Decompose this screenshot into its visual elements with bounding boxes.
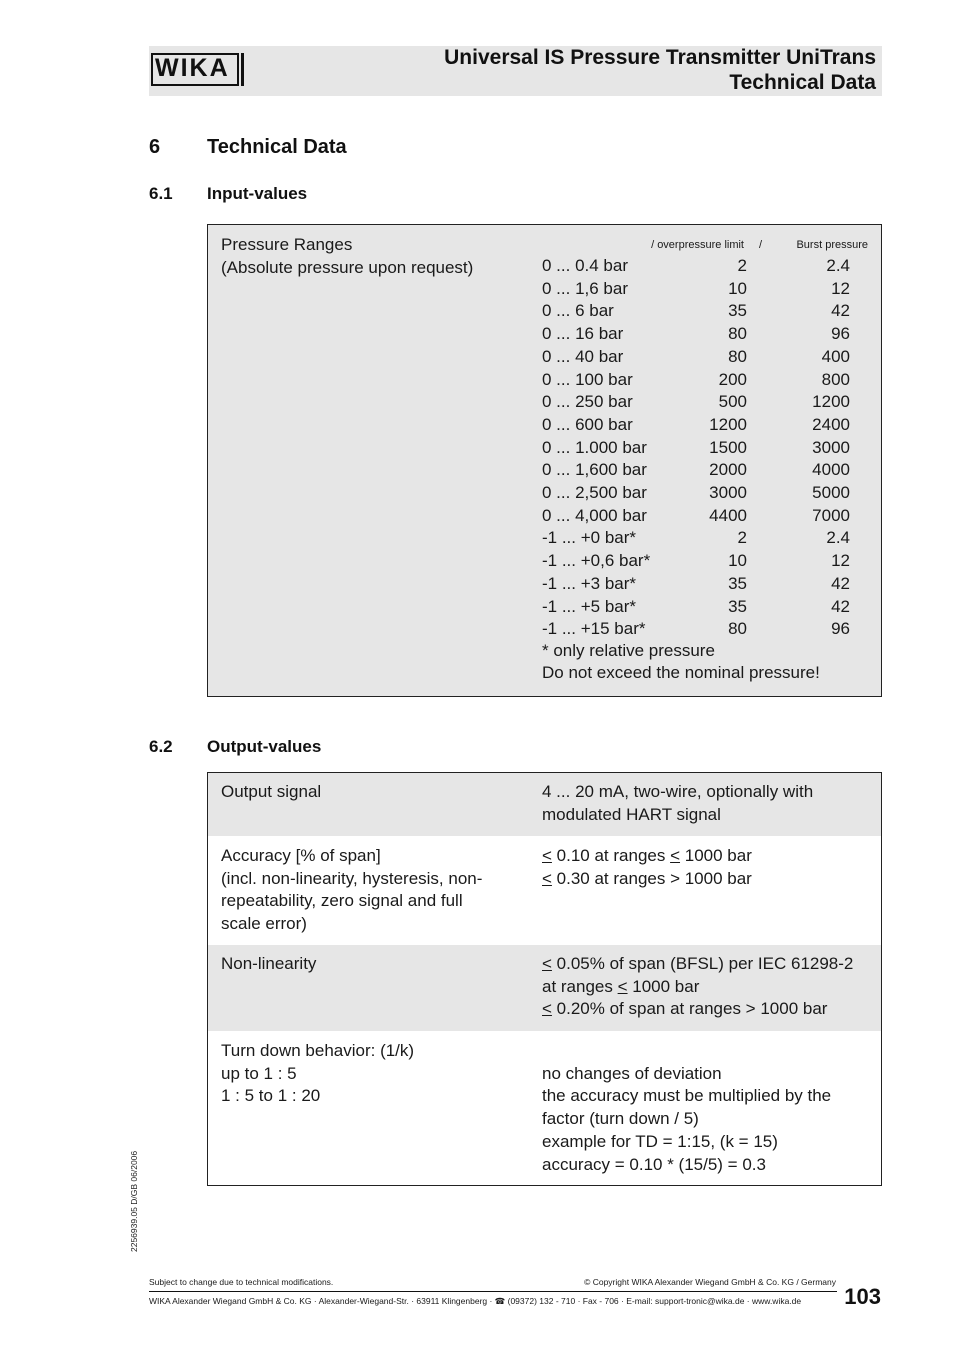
accuracy-v2: 0.30 at ranges > 1000 bar: [551, 868, 752, 888]
pressure-range-row: [208, 301, 881, 324]
pressure-range-value: 0 ... 1.000 bar: [542, 437, 647, 457]
burst-pressure-value: 12: [831, 551, 850, 571]
burst-pressure-value: 42: [831, 573, 850, 593]
overpressure-limit-value: 500: [718, 392, 747, 412]
header-title-line2: Technical Data: [729, 70, 876, 94]
pressure-range-value: 0 ... 40 bar: [542, 346, 624, 366]
output-signal-value-line1: 4 ... 20 mA, two-wire, optionally with: [542, 782, 814, 801]
pressure-range-row: [208, 256, 881, 279]
section-number: 6: [149, 136, 161, 158]
pressure-range-row: [208, 619, 881, 642]
overpressure-limit-value: 80: [728, 346, 747, 366]
output-values-table: [207, 772, 882, 1186]
turndown-value-line2: the accuracy must be multiplied by the: [542, 1086, 832, 1106]
turndown-row: [208, 1031, 881, 1185]
pressure-range-row: [208, 460, 881, 483]
overpressure-limit-value: 80: [728, 619, 747, 639]
overpressure-limit-value: 2000: [709, 460, 747, 480]
document-code: 2256939.05 D/GB 06/2006: [129, 1150, 139, 1252]
output-signal-value-line2: modulated HART signal: [542, 804, 721, 824]
accuracy-value: [542, 845, 752, 890]
overpressure-limit-value: 35: [728, 596, 747, 616]
overpressure-limit-value: 10: [728, 551, 747, 571]
turndown-label: [221, 1040, 414, 1108]
burst-pressure-value: 1200: [812, 392, 850, 412]
pressure-range-row: [208, 370, 881, 393]
burst-pressure-value: 800: [821, 369, 850, 389]
nonlinearity-value-line1: [542, 953, 853, 976]
accuracy-row: [208, 836, 881, 945]
output-signal-label-text: Output signal: [221, 782, 322, 801]
logo-text: WIKA: [155, 54, 230, 82]
burst-pressure-value: 42: [831, 301, 850, 321]
pressure-ranges-label-line2: (Absolute pressure upon request): [221, 257, 474, 277]
footer-subject: Subject to change due to technical modifications.: [149, 1277, 334, 1287]
overpressure-limit-value: 4400: [709, 505, 747, 525]
overpressure-limit-value: 2: [737, 528, 747, 548]
pressure-ranges-label-line1: Pressure Ranges: [221, 235, 353, 254]
pressure-range-value: -1 ... +3 bar*: [542, 573, 637, 593]
pressure-range-value: 0 ... 100 bar: [542, 369, 633, 389]
nonlinearity-value-line2: [542, 976, 853, 999]
output-signal-row: [208, 773, 881, 836]
pressure-ranges-table: [207, 224, 882, 697]
nonlinearity-row: [208, 945, 881, 1031]
nonlinearity-v3: 0.20% of span at ranges > 1000 bar: [551, 999, 828, 1019]
burst-pressure-value: 3000: [812, 437, 850, 457]
footer-address: WIKA Alexander Wiegand GmbH & Co. KG · Alexander-Wiegand-Str. · 63911 Klingenberg · ☎ (09372) 132 - 710 · Fax - 706 · E-mail: support-tronic@wika.de · www.wika.de: [149, 1296, 802, 1306]
nonlinearity-v2-b: 1000 bar: [627, 976, 700, 996]
nonlinearity-label: [221, 953, 316, 976]
pressure-range-value: 0 ... 4,000 bar: [542, 505, 647, 525]
footer-divider: [149, 1291, 837, 1292]
output-section-title: Output-values: [207, 737, 322, 756]
turndown-label-line1: Turn down behavior: (1/k): [221, 1041, 415, 1060]
le-symbol: <: [542, 868, 552, 888]
nonlinearity-v1: 0.05% of span (BFSL) per IEC 61298-2: [551, 954, 854, 973]
pressure-range-value: 0 ... 250 bar: [542, 392, 633, 412]
pressure-range-row: [208, 347, 881, 370]
accuracy-v1-a: 0.10 at ranges: [551, 846, 671, 865]
pressure-range-value: 0 ... 6 bar: [542, 301, 614, 321]
burst-pressure-value: 96: [831, 324, 850, 344]
section-title: Technical Data: [207, 136, 347, 158]
pressure-range-value: -1 ... +0,6 bar*: [542, 551, 651, 571]
pressure-range-row: [208, 324, 881, 347]
wika-logo: [151, 53, 243, 86]
column-separator: /: [758, 239, 762, 251]
nonlinearity-value-line3: [542, 998, 853, 1021]
burst-pressure-value: 5000: [812, 483, 850, 502]
le-symbol: <: [542, 846, 552, 865]
pressure-range-row: [208, 506, 881, 529]
logo-bar: [241, 53, 244, 86]
footer-copyright: © Copyright WIKA Alexander Wiegand GmbH & Co. KG / Germany: [584, 1277, 836, 1287]
turndown-value-line3: factor (turn down / 5): [542, 1109, 699, 1129]
pressure-range-value: 0 ... 1,6 bar: [542, 278, 628, 298]
pressure-range-row: [208, 415, 881, 438]
pressure-range-row: [208, 528, 881, 551]
pressure-range-row: [208, 279, 881, 302]
pressure-range-value: 0 ... 0.4 bar: [542, 256, 628, 275]
le-symbol: <: [670, 846, 681, 865]
accuracy-label: [221, 845, 482, 936]
burst-pressure-value: 4000: [812, 460, 850, 480]
le-symbol: <: [617, 976, 628, 996]
turndown-label-line2: up to 1 : 5: [221, 1063, 297, 1083]
turndown-value-line4: example for TD = 1:15, (k = 15): [542, 1131, 778, 1151]
overpressure-column-header: / overpressure limit: [651, 239, 744, 251]
output-signal-label: [221, 781, 321, 804]
pressure-range-value: 0 ... 16 bar: [542, 324, 624, 344]
output-signal-value: [542, 781, 813, 826]
accuracy-label-line1: Accuracy [% of span]: [221, 846, 381, 865]
burst-pressure-value: 96: [831, 619, 850, 639]
burst-column-header: Burst pressure: [796, 239, 868, 251]
nonlinearity-v2-a: at ranges: [542, 976, 618, 996]
page-header: [149, 46, 882, 96]
header-title-line1: Universal IS Pressure Transmitter UniTrans: [444, 46, 876, 69]
overpressure-limit-value: 1500: [709, 437, 747, 457]
input-section-number: 6.1: [149, 184, 173, 203]
burst-pressure-value: 12: [831, 278, 850, 298]
accuracy-value-line2: [542, 868, 752, 891]
accuracy-label-line4: scale error): [221, 914, 307, 934]
overpressure-limit-value: 80: [728, 324, 747, 344]
pressure-range-value: -1 ... +5 bar*: [542, 596, 637, 616]
overpressure-limit-value: 35: [728, 301, 747, 321]
accuracy-label-line2: (incl. non-linearity, hysteresis, non-: [221, 868, 483, 888]
turndown-value-line5: accuracy = 0.10 * (15/5) = 0.3: [542, 1154, 766, 1174]
page-number: 103: [844, 1284, 881, 1309]
accuracy-label-line3: repeatability, zero signal and full: [221, 891, 463, 911]
pressure-range-row: [208, 483, 881, 506]
nominal-pressure-warning: Do not exceed the nominal pressure!: [542, 663, 820, 682]
le-symbol: <: [542, 999, 552, 1019]
overpressure-limit-value: 200: [718, 369, 747, 389]
burst-pressure-value: 2400: [812, 414, 850, 434]
overpressure-limit-value: 1200: [709, 414, 747, 434]
pressure-range-value: 0 ... 1,600 bar: [542, 460, 647, 480]
turndown-label-line3: 1 : 5 to 1 : 20: [221, 1086, 321, 1106]
burst-pressure-value: 2.4: [826, 528, 850, 548]
output-section-number: 6.2: [149, 737, 173, 756]
overpressure-limit-value: 2: [737, 256, 747, 275]
pressure-range-value: 0 ... 2,500 bar: [542, 483, 647, 502]
pressure-range-value: -1 ... +15 bar*: [542, 619, 646, 639]
turndown-value: [542, 1063, 831, 1177]
input-section-title: Input-values: [207, 184, 308, 203]
pressure-range-row: [208, 392, 881, 415]
pressure-range-row: [208, 551, 881, 574]
pressure-range-value: -1 ... +0 bar*: [542, 528, 637, 548]
pressure-range-row: [208, 438, 881, 461]
overpressure-limit-value: 35: [728, 573, 747, 593]
turndown-value-line1: no changes of deviation: [542, 1063, 722, 1083]
burst-pressure-value: 42: [831, 596, 850, 616]
pressure-range-row: [208, 574, 881, 597]
overpressure-limit-value: 10: [728, 278, 747, 298]
burst-pressure-value: 2.4: [826, 256, 850, 275]
accuracy-v1-b: 1000 bar: [680, 846, 752, 865]
overpressure-limit-value: 3000: [709, 483, 747, 502]
relative-pressure-note: * only relative pressure: [542, 641, 715, 660]
pressure-range-value: 0 ... 600 bar: [542, 414, 633, 434]
pressure-range-row: [208, 597, 881, 620]
accuracy-value-line1: [542, 845, 752, 868]
nonlinearity-value: [542, 953, 853, 1021]
nonlinearity-label-text: Non-linearity: [221, 954, 317, 973]
burst-pressure-value: 7000: [812, 505, 850, 525]
burst-pressure-value: 400: [821, 346, 850, 366]
header-title: [444, 46, 876, 95]
le-symbol: <: [542, 954, 552, 973]
